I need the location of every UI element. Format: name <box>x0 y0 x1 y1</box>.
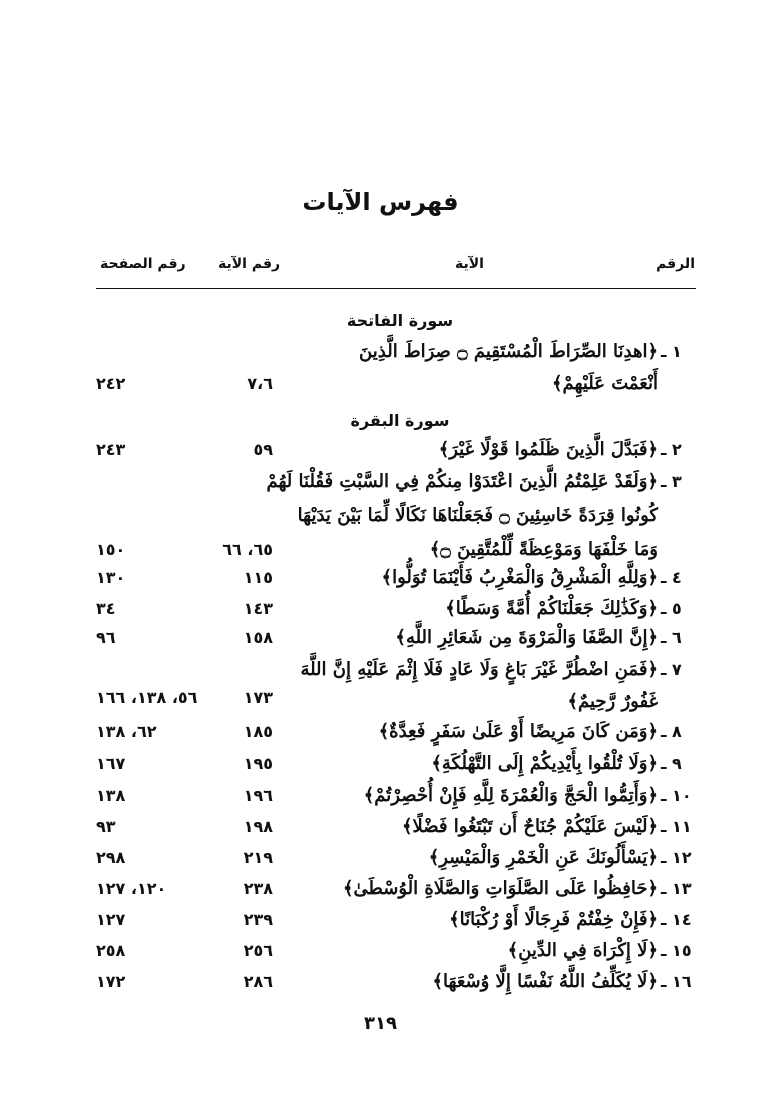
header-page-number: رقم الصفحة <box>100 256 186 272</box>
ayah-number: ٦٥، ٦٦ <box>222 540 273 559</box>
verse-line: ﴿اهدِنَا الصِّرَاطَ الْمُسْتَقِيمَ ۝ صِرَاطَ الَّذِينَ <box>359 341 658 362</box>
verse-line: ﴿فَإِنْ خِفْتُمْ فَرِجَالًا أَوْ رُكْبَانًا﴾ <box>449 909 658 930</box>
ayah-number: ١٩٦ <box>243 786 273 805</box>
verse-line: وَمَا خَلْفَهَا وَمَوْعِظَةً لِّلْمُتَّقِينَ ۝﴾ <box>429 539 658 560</box>
ayah-number: ١٥٨ <box>243 628 273 647</box>
ayah-number: ٢١٩ <box>243 848 273 867</box>
row-number: ٤ ـ <box>661 568 682 587</box>
row-number: ٨ ـ <box>661 722 682 741</box>
verse-line: ﴿وَلَا تُلْقُوا بِأَيْدِيكُمْ إِلَى التَّهْلُكَةِ﴾ <box>431 753 658 774</box>
page-title: فهرس الآيات <box>302 188 459 216</box>
verse-line: ﴿حَافِظُوا عَلَى الصَّلَوَاتِ وَالصَّلَاةِ الْوُسْطَىٰ﴾ <box>342 878 658 899</box>
row-number: ١ ـ <box>661 342 682 361</box>
ayah-number: ٢٨٦ <box>243 972 273 991</box>
row-number: ١٦ ـ <box>661 972 692 991</box>
verse-line: أَنْعَمْتَ عَلَيْهِمْ﴾ <box>552 373 658 394</box>
row-number: ٢ ـ <box>661 440 682 459</box>
page-reference: ٢٥٨ <box>96 941 126 960</box>
verse-line: ﴿لَيْسَ عَلَيْكُمْ جُنَاحٌ أَن تَبْتَغُوا فَضْلًا﴾ <box>401 816 658 837</box>
verse-line: ﴿لَا إِكْرَاهَ فِي الدِّينِ﴾ <box>507 940 658 961</box>
page-reference: ١٦٧ <box>96 754 126 773</box>
row-number: ٥ ـ <box>661 599 682 618</box>
verse-line: ﴿فَمَنِ اضْطُرَّ غَيْرَ بَاغٍ وَلَا عَادٍ فَلَا إِثْمَ عَلَيْهِ إِنَّ اللَّهَ <box>300 659 658 680</box>
verse-line: ﴿وَأَتِمُّوا الْحَجَّ وَالْعُمْرَةَ لِلَّهِ فَإِنْ أُحْصِرْتُمْ﴾ <box>363 785 658 806</box>
row-number: ١٣ ـ <box>661 879 692 898</box>
surah-heading: سورة البقرة <box>350 411 450 430</box>
ayah-number: ١٩٥ <box>243 754 273 773</box>
row-number: ١١ ـ <box>661 817 692 836</box>
page-reference: ١٢٧ <box>96 910 126 929</box>
verse-line: غَفُورٌ رَّحِيمٌ﴾ <box>567 691 658 712</box>
verse-line: كُونُوا قِرَدَةً خَاسِئِينَ ۝ فَجَعَلْنَاهَا نَكَالًا لِّمَا بَيْنَ يَدَيْهَا <box>297 505 658 526</box>
header-ayah-number: رقم الآية <box>218 256 281 272</box>
page-reference: ٩٦ <box>96 628 116 647</box>
ayah-number: ١٧٣ <box>243 688 273 707</box>
ayah-number: ٢٥٦ <box>243 941 273 960</box>
page-reference: ١٣٨ <box>96 786 126 805</box>
row-number: ٦ ـ <box>661 628 682 647</box>
header-divider <box>96 288 696 289</box>
ayah-number: ١٤٣ <box>243 599 273 618</box>
row-number: ٧ ـ <box>661 660 682 679</box>
row-number: ١٢ ـ <box>661 848 692 867</box>
page-reference: ١٣٠ <box>96 568 126 587</box>
verse-line: ﴿لَا يُكَلِّفُ اللَّهُ نَفْسًا إِلَّا وُسْعَهَا﴾ <box>432 971 658 992</box>
verse-line: ﴿إِنَّ الصَّفَا وَالْمَرْوَةَ مِن شَعَائِرِ اللَّهِ﴾ <box>395 627 658 648</box>
header-number: الرقم <box>656 256 695 272</box>
ayah-number: ٧،٦ <box>247 374 273 393</box>
page-reference: ٢٤٣ <box>96 440 126 459</box>
row-number: ٩ ـ <box>661 754 682 773</box>
page-reference: ٢٩٨ <box>96 848 126 867</box>
ayah-number: ٢٣٨ <box>243 879 273 898</box>
row-number: ٣ ـ <box>661 472 682 491</box>
ayah-number: ٥٩ <box>253 440 273 459</box>
surah-heading: سورة الفاتحة <box>346 311 454 330</box>
row-number: ١٤ ـ <box>661 910 692 929</box>
ayah-number: ١٩٨ <box>243 817 273 836</box>
page-reference: ٢٤٢ <box>96 374 126 393</box>
verse-line: ﴿وَكَذَٰلِكَ جَعَلْنَاكُمْ أُمَّةً وَسَطًا﴾ <box>445 598 658 619</box>
ayah-number: ٢٣٩ <box>243 910 273 929</box>
row-number: ١٠ ـ <box>661 786 692 805</box>
verse-line: ﴿وَلِلَّهِ الْمَشْرِقُ وَالْمَغْرِبُ فَأَيْنَمَا تُوَلُّوا﴾ <box>381 567 658 588</box>
page-reference: ١٥٠ <box>96 540 126 559</box>
page-reference: ١٧٢ <box>96 972 126 991</box>
ayah-number: ١٨٥ <box>243 722 273 741</box>
verse-line: ﴿وَمَن كَانَ مَرِيضًا أَوْ عَلَىٰ سَفَرٍ فَعِدَّةٌ﴾ <box>378 721 658 742</box>
page-reference: ٦٢، ١٣٨ <box>96 722 157 741</box>
verse-line: ﴿فَبَدَّلَ الَّذِينَ ظَلَمُوا قَوْلًا غَيْرَ﴾ <box>438 439 658 460</box>
verse-line: ﴿وَلَقَدْ عَلِمْتُمُ الَّذِينَ اعْتَدَوْا مِنكُمْ فِي السَّبْتِ فَقُلْنَا لَهُمْ <box>266 471 658 492</box>
ayah-number: ١١٥ <box>243 568 273 587</box>
verse-line: ﴿يَسْأَلُونَكَ عَنِ الْخَمْرِ وَالْمَيْسِرِ﴾ <box>428 847 658 868</box>
row-number: ١٥ ـ <box>661 941 692 960</box>
page-reference: ٣٤ <box>96 599 116 618</box>
header-verse: الآية <box>455 256 484 272</box>
page-reference: ١٢٠، ١٢٧ <box>96 879 167 898</box>
page-reference: ٩٣ <box>96 817 116 836</box>
page-reference: ٥٦، ١٣٨، ١٦٦ <box>96 688 198 707</box>
page-number: ٣١٩ <box>364 1013 397 1034</box>
